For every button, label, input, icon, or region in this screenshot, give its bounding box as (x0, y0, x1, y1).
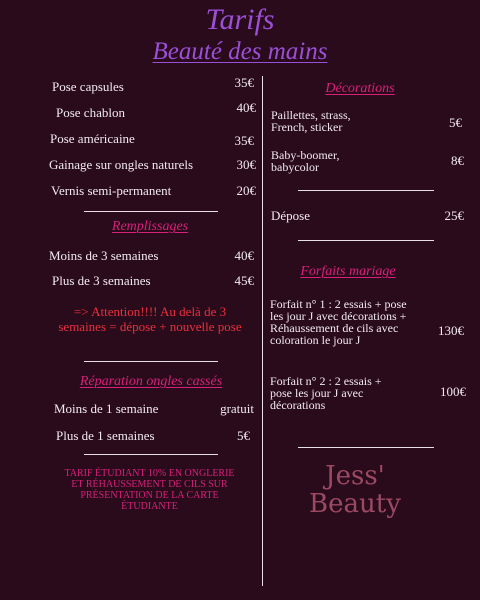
section-title-mariage: Forfaits mariage (300, 264, 396, 279)
service-price: 35€ (234, 133, 254, 148)
divider-line (298, 190, 434, 191)
service-price: 30€ (236, 157, 256, 172)
service-label: Pose capsules (52, 79, 124, 94)
service-label: Pose chablon (56, 105, 125, 120)
decoration-price: 8€ (451, 153, 464, 168)
decoration-price: 5€ (449, 115, 462, 130)
page-subtitle: Beauté des mains (152, 38, 328, 65)
service-price: 40€ (236, 100, 256, 115)
depose-price: 25€ (444, 208, 464, 223)
section-title-decorations: Décorations (325, 81, 395, 96)
refill-price: 40€ (234, 248, 254, 263)
decoration-label: Paillettes, strass, French, sticker (271, 108, 351, 134)
page-title: Tarifs (205, 3, 275, 36)
wedding-package-label: Forfait n° 2 : 2 essais + pose les jour J avec décorations (270, 374, 382, 412)
section-title-remplissages: Remplissages (111, 219, 189, 234)
repair-label: Moins de 1 semaine (54, 401, 159, 416)
repair-price: gratuit (220, 401, 254, 416)
divider-line (84, 361, 218, 362)
service-label: Gainage sur ongles naturels (49, 157, 194, 172)
student-discount-note: TARIF ÉTUDIANT 10% EN ONGLERIE ET RÉHAUSSEMENT DE CILS SUR PRÉSENTATION DE LA CARTE ÉTUDIANTE (64, 468, 235, 512)
section-title-reparation: Réparation ongles cassés (79, 374, 223, 389)
repair-price: 5€ (237, 428, 250, 443)
decoration-label: Baby-boomer, babycolor (271, 148, 340, 174)
refill-warning: => Attention!!!! Au delà de 3 semaines = dépose + nouvelle pose (58, 304, 242, 334)
divider-line (84, 211, 218, 212)
service-price: 20€ (236, 183, 256, 198)
refill-price: 45€ (234, 273, 254, 288)
wedding-package-price: 100€ (440, 384, 466, 399)
refill-label: Moins de 3 semaines (49, 248, 159, 263)
wedding-package-price: 130€ (438, 323, 464, 338)
divider-line (298, 240, 434, 241)
repair-label: Plus de 1 semaines (56, 428, 155, 443)
divider-line (84, 454, 218, 455)
brand-logo: Jess' Beauty (309, 461, 401, 519)
service-price: 35€ (234, 75, 254, 90)
depose-label: Dépose (271, 208, 310, 223)
refill-label: Plus de 3 semaines (52, 273, 151, 288)
column-divider (262, 76, 263, 586)
divider-line (298, 447, 434, 448)
service-label: Vernis semi-permanent (51, 183, 172, 198)
service-label: Pose américaine (50, 131, 135, 146)
wedding-package-label: Forfait n° 1 : 2 essais + pose les jour J avec décorations + Réhaussement de cils avec coloration le jour J (270, 297, 407, 347)
